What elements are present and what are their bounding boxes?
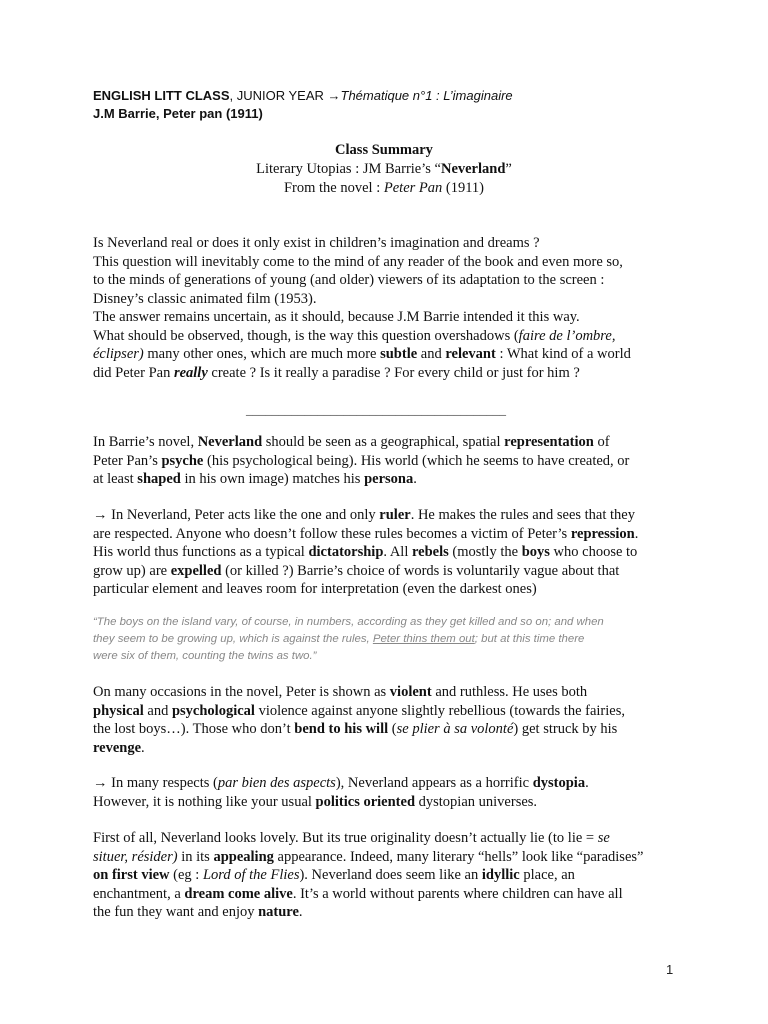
summary-subtitle: Literary Utopias : JM Barrie’s “Neverland” [256, 161, 512, 177]
document-header [93, 87, 513, 123]
paragraph-violence: On many occasions in the novel, Peter is shown as violent and ruthless. He uses both physical and psychological violence against anyone slightly rebellious (towards the fairies, the lost boys…). Those who don’t bend to his will (se plier à sa volonté) get struck by his revenge. [93, 684, 625, 756]
paragraph-ruler: → In Neverland, Peter acts like the one and only ruler. He makes the rules and sees that they are respected. Anyone who doesn’t follow these rules becomes a victim of Peter’s repression. His world thus functions as a typical dictatorship. All rebels (mostly the boys who choose to grow up) are expelled (or killed ?) Barrie’s choice of words is voluntarily vague about that particular element and leaves room for interpretation (even the darkest ones) [93, 507, 639, 597]
page-number: 1 [666, 962, 674, 977]
class-name: ENGLISH LITT CLASS [93, 88, 230, 103]
separator-line: ________________________________________ [246, 402, 506, 417]
book-reference: J.M Barrie, Peter pan (1911) [93, 106, 263, 121]
summary-title: Class Summary [335, 142, 433, 158]
theme-label: Thématique n°1 : L’imaginaire [340, 88, 513, 103]
header-line-1: ENGLISH LITT CLASS, JUNIOR YEAR →Thématique n°1 : L’imaginaire [93, 88, 513, 103]
summary-title-block [0, 141, 768, 198]
header-line-2 [93, 105, 513, 123]
summary-source: From the novel : Peter Pan (1911) [283, 180, 485, 196]
paragraph-psyche: In Barrie’s novel, Neverland should be seen as a geographical, spatial representation of Peter Pan’s psyche (his psychological being). His world (which he seems to have created, or at least shaped in his own image) matches his persona. [93, 434, 630, 487]
paragraph-dystopia: → In many respects (par bien des aspects), Neverland appears as a horrific dystopia. However, it is nothing like your usual politics oriented dystopian universes. [93, 775, 589, 810]
book-quotation: “The boys on the island vary, of course, in numbers, according as they get killed and so on; and when they seem to be growing up, which is against the rules, Peter thins them out; but at this time there were six of them, counting the twins as two.” [93, 616, 604, 662]
paragraph-appearance: First of all, Neverland looks lovely. But its true originality doesn’t actually lie (to lie = se situer, résider) in its appealing appearance. Indeed, many literary “hells” look like “paradises” on first view (eg : Lord of the Flies). Neverland does seem like an idyllic place, an enchantment, a dream come alive. It’s a world without parents where children can have all the fun they want and enjoy nature. [93, 830, 644, 920]
intro-paragraph: Is Neverland real or does it only exist in children’s imagination and dreams ? This question will inevitably come to the mind of any reader of the book and even more so, to the minds of generations of young (and older) viewers of its adaptation to the screen : Disney’s classic animated film (1953). The answer remains uncertain, as it should, because J.M Barrie intended it this way. What should be observed, though, is the way this question overshadows (faire de l’ombre, éclipser) many other ones, which are much more subtle and relevant : What kind of a world did Peter Pan really create ? Is it really a paradise ? For every child or just for him ? [93, 235, 631, 381]
